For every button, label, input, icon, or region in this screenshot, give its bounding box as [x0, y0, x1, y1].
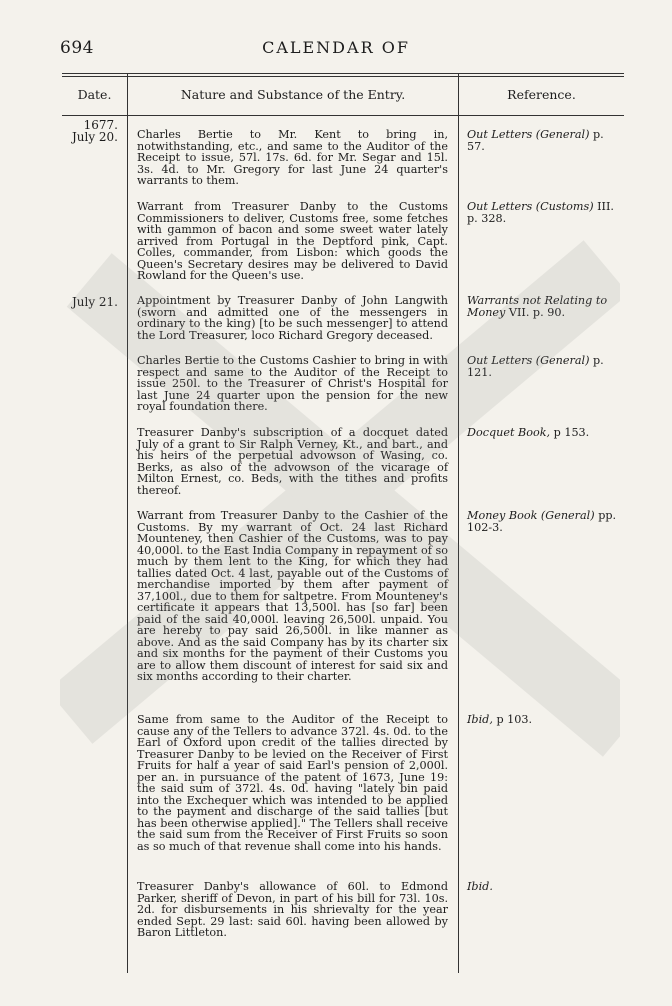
entry-reference: Out Letters (Customs) III. p. 328.: [467, 200, 614, 225]
entry-reference: Money Book (General) pp. 102-3.: [467, 509, 617, 534]
entry-text: Charles Bertie to the Customs Cashier to bring in with respect and same to the Auditor of the Receipt to issue 250l. to the Treasurer of Christ's Hospital for last June 24 quarter upon the pension for the new royal foundation there.: [137, 354, 448, 413]
entry-reference: Warrants not Relating to Money VII. p. 90.: [467, 294, 608, 319]
entry-reference: Ibid.: [467, 880, 493, 893]
entry-text: Charles Bertie to Mr. Kent to bring in, notwithstanding, etc., and same to the Auditor of the Receipt to issue, 57l. 17s. 6d. for Mr. Segar and 15l. 3s. 4d. to Mr. Gregory for last June 24 quarter's warrants to them.: [137, 128, 448, 187]
entry-date: July 21.: [71, 295, 118, 309]
running-head: CALENDAR OF: [262, 38, 410, 57]
page-number: 694: [60, 38, 94, 58]
nature-column-header: Nature and Substance of the Entry.: [180, 87, 406, 102]
reference-column-rule: [458, 73, 459, 973]
date-column-header: Date.: [77, 87, 112, 102]
page-header: [0, 38, 672, 62]
entry-text: Treasurer Danby's allowance of 60l. to Edmond Parker, sheriff of Devon, in part of his bill for 73l. 10s. 2d. for disbursements in his shrievalty for the year ended Sept. 29 last: said 60l. having been allowed by Baron Littleton.: [137, 880, 448, 939]
top-rule-double: [62, 76, 624, 77]
entry-reference: Docquet Book, p 153.: [467, 426, 590, 439]
reference-column-header: Reference.: [507, 87, 576, 102]
entry-text: Appointment by Treasurer Danby of John Langwith (sworn and admitted one of the messengers in ordinary to the king) [to be such messenger] to attend the Lord Treasurer, loco Richard Gregory deceased.: [137, 294, 448, 342]
entry-date: 1677. July 20.: [71, 118, 118, 144]
entry-text: Same from same to the Auditor of the Receipt to cause any of the Tellers to advance 372l. 4s. 0d. to the Earl of Oxford upon credit of the tallies directed by Treasurer Danby to be levied on the Receiver of First Fruits for half a year of said Earl's pension of 2,000l. per an. in pursuance of the patent of 1673, June 19: the said sum of 372l. 4s. 0d. having "lately bin paid into the Exchequer which was intended to be applied to the payment and discharge of the said tallies [but has been otherwise applied]." The Tellers shall receive the said sum from the Receiver of First Fruits so soon as so much of that revenue shall come into his hands.: [137, 713, 448, 853]
top-rule: [62, 73, 624, 74]
entry-reference: Out Letters (General) p. 121.: [467, 354, 604, 379]
entry-text: Warrant from Treasurer Danby to the Customs Commissioners to deliver, Customs free, some fetches with gammon of bacon and some sweet water lately arrived from Portugal in the Deptford pink, Capt. Colles, commander, from Lisbon: which goods the Queen's Secretary desires may be delivered to David Rowland for the Queen's use.: [137, 200, 448, 282]
calendar-table: [62, 73, 624, 978]
entry-text: Warrant from Treasurer Danby to the Cashier of the Customs. By my warrant of Oct. 24 last Richard Mounteney, then Cashier of the Customs, was to pay 40,000l. to the East India Company in repayment of so much by them lent to the King, for which they had tallies dated Oct. 4 last, payable out of the Customs of merchandise imported by them after payment of 37,100l., due to them for saltpetre. From Mounteney's certificate it appears that 13,500l. has [so far] been paid of the said 40,000l. leaving 26,500l. unpaid. You are hereby to pay said 26,500l. in like manner as above. And as the said Company has by its charter six and six months for the payment of their Customs you are to allow them discount of interest for said six and six months according to their charter.: [137, 509, 448, 683]
header-rule: [62, 115, 624, 116]
entry-text: Treasurer Danby's subscription of a docquet dated July of a grant to Sir Ralph Verney, Kt., and bart., and his heirs of the perpetual advowson of Wasing, co. Berks, as also of the advowson of the vicarage of Milton Ernest, co. Beds, with the tithes and profits thereof.: [137, 426, 448, 497]
entry-reference: Ibid, p 103.: [467, 713, 533, 726]
entry-reference: Out Letters (General) p. 57.: [467, 128, 604, 153]
date-column-rule: [127, 73, 128, 973]
